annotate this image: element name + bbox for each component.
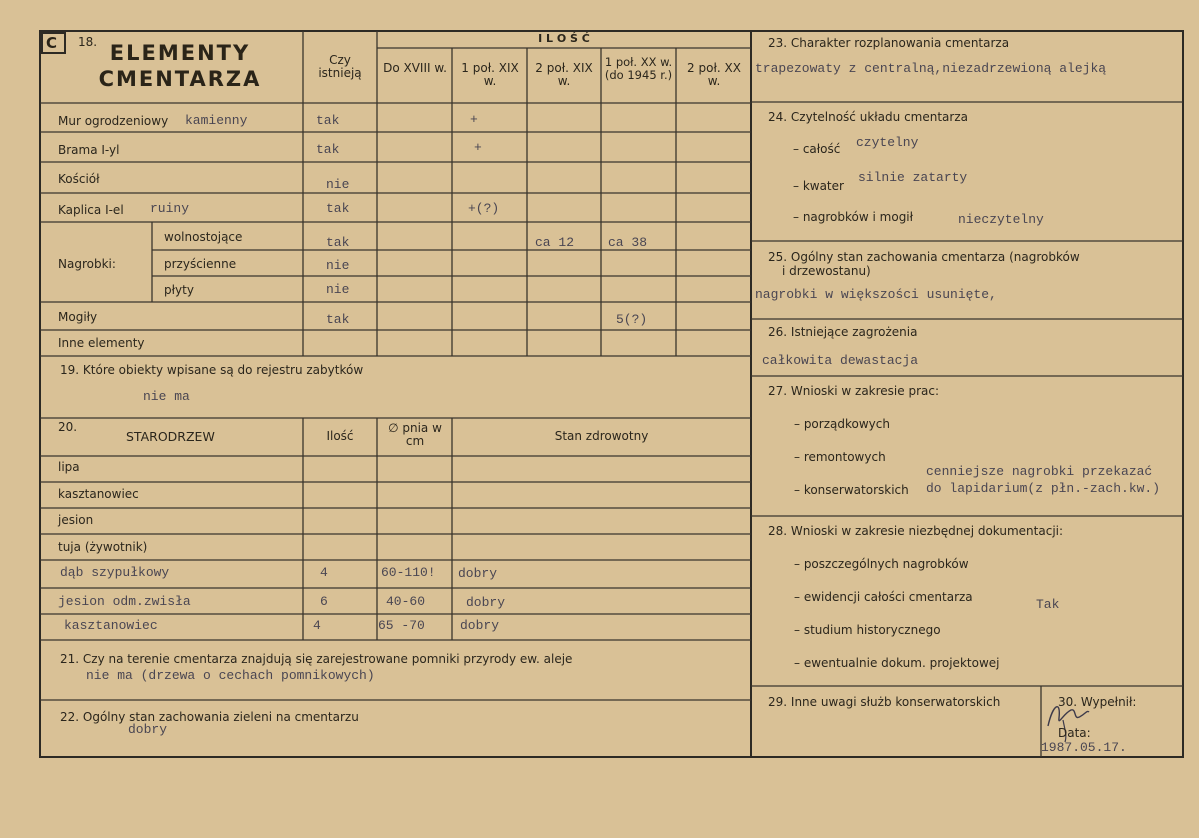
documentation-project: – ewentualnie dokum. projektowej (794, 656, 1000, 670)
documentation-graves: – poszczególnych nagrobków (794, 557, 969, 571)
row-chapel-p2: +(?) (468, 201, 500, 216)
row-wall-label: Mur ogrodzeniowy (58, 114, 169, 128)
condition-value: nagrobki w większości usunięte, (755, 287, 997, 302)
trees-number: 20. (58, 420, 78, 434)
tree-row-5-qty: 6 (320, 594, 328, 609)
documentation-label: 28. Wnioski w zakresie niezbędnej dokumentacji: (768, 524, 1064, 538)
elements-title (95, 40, 265, 92)
section-letter: C (46, 34, 58, 52)
row-free-p4: ca 38 (608, 235, 648, 250)
legibility-whole-label: – całość (793, 142, 841, 156)
trees-health-header: Stan zdrowotny (554, 429, 649, 443)
greenery-label: 22. Ogólny stan zachowania zieleni na cmentarzu (60, 710, 359, 724)
tree-row-4-name: dąb szypułkowy (60, 565, 170, 580)
period-header-0: Do XVIII w. (383, 61, 447, 75)
documentation-records-value: Tak (1036, 597, 1060, 612)
row-wallgraves-exists: nie (326, 258, 350, 273)
row-gate-exists: tak (316, 142, 340, 157)
works-conservation: – konserwatorskich (794, 483, 909, 497)
layout-label: 23. Charakter rozplanowania cmentarza (768, 36, 1010, 50)
documentation-history: – studium historycznego (794, 623, 941, 637)
registry-label: 19. Które obiekty wpisane są do rejestru zabytków (60, 363, 364, 377)
row-other-label: Inne elementy (58, 336, 145, 350)
threats-value: całkowita dewastacja (762, 353, 919, 368)
row-wall-material: kamienny (185, 113, 248, 128)
legibility-graves-value: nieczytelny (958, 212, 1044, 227)
remarks-label: 29. Inne uwagi służb konserwatorskich (768, 695, 1001, 709)
monuments-label: 21. Czy na terenie cmentarza znajdują się zarejestrowane pomniki przyrody ew. aleje (60, 652, 573, 666)
row-church-label: Kościół (58, 172, 100, 186)
documentation-records: – ewidencji całości cmentarza (794, 590, 973, 604)
trees-trunk-header: ∅ pnia w cm (388, 421, 442, 448)
filled-label: 30. Wypełnił: (1058, 695, 1137, 709)
row-wall-p2: + (470, 112, 478, 127)
elements-title-line1: ELEMENTY (109, 41, 251, 65)
works-label: 27. Wnioski w zakresie prac: (768, 384, 940, 398)
row-chapel-state: ruiny (150, 201, 190, 216)
tree-row-0-name: lipa (58, 460, 80, 474)
period-header-4: 2 poł. XX w. (687, 61, 741, 88)
tree-row-4-trunk: 60-110! (381, 565, 436, 580)
works-order: – porządkowych (794, 417, 890, 431)
tree-row-1-name: kasztanowiec (58, 487, 139, 501)
col-exists-header: Czy istnieją (318, 53, 362, 80)
tree-row-6-health: dobry (460, 618, 500, 633)
monuments-value: nie ma (drzewa o cechach pomnikowych) (86, 668, 375, 683)
row-gate-label: Brama I-yl (58, 143, 120, 157)
works-value-line2: do lapidarium(z płn.-zach.kw.) (926, 481, 1161, 496)
row-free-p3: ca 12 (535, 235, 575, 250)
row-slabs-exists: nie (326, 282, 350, 297)
registry-value: nie ma (143, 389, 190, 404)
condition-label-line1: 25. Ogólny stan zachowania cmentarza (nagrobków (768, 250, 1080, 264)
row-chapel-label: Kaplica I-el (58, 203, 124, 217)
filled-date-label: Data: (1058, 726, 1091, 740)
row-church-exists: nie (326, 177, 350, 192)
works-repair: – remontowych (794, 450, 886, 464)
elements-title-line2: CMENTARZA (98, 67, 262, 91)
legibility-label: 24. Czytelność układu cmentarza (768, 110, 968, 124)
row-chapel-exists: tak (326, 201, 350, 216)
condition-label-line2: i drzewostanu) (782, 264, 871, 278)
layout-value: trapezowaty z centralną,niezadrzewioną alejką (755, 61, 1107, 76)
quantity-header: I L O Ś Ć (538, 32, 590, 45)
greenery-value: dobry (128, 722, 168, 737)
trees-title: STARODRZEW (126, 429, 215, 444)
tree-row-4-qty: 4 (320, 565, 328, 580)
section-18-number: 18. (78, 35, 98, 49)
row-free-label: wolnostojące (164, 230, 243, 244)
row-mounds-p4: 5(?) (616, 312, 648, 327)
row-free-exists: tak (326, 235, 350, 250)
row-gate-p2: + (474, 140, 482, 155)
period-header-2: 2 poł. XIX w. (535, 61, 593, 88)
tree-row-6-qty: 4 (313, 618, 321, 633)
tree-row-6-trunk: 65 -70 (378, 618, 425, 633)
filled-date-value: 1987.05.17. (1041, 740, 1127, 755)
legibility-graves-label: – nagrobków i mogił (793, 210, 914, 224)
trees-qty-header: Ilość (326, 429, 354, 443)
legibility-quarters-value: silnie zatarty (858, 170, 968, 185)
tree-row-5-health: dobry (466, 595, 506, 610)
row-slabs-label: płyty (164, 283, 194, 297)
tree-row-3-name: tuja (żywotnik) (58, 540, 148, 554)
period-header-3: 1 poł. XX w. (do 1945 r.) (604, 55, 673, 82)
tree-row-2-name: jesion (58, 513, 94, 527)
row-wallgraves-label: przyścienne (164, 257, 237, 271)
tree-row-5-trunk: 40-60 (386, 594, 426, 609)
row-wall-exists: tak (316, 113, 340, 128)
tree-row-4-health: dobry (458, 566, 498, 581)
period-header-1: 1 poł. XIX w. (461, 61, 519, 88)
row-graves-label: Nagrobki: (58, 257, 116, 271)
legibility-whole-value: czytelny (856, 135, 919, 150)
tree-row-6-name: kasztanowiec (64, 618, 158, 633)
row-mounds-label: Mogiły (58, 310, 98, 324)
works-value-line1: cenniejsze nagrobki przekazać (926, 464, 1153, 479)
threats-label: 26. Istniejące zagrożenia (768, 325, 918, 339)
tree-row-5-name: jesion odm.zwisła (58, 594, 191, 609)
row-mounds-exists: tak (326, 312, 350, 327)
legibility-quarters-label: – kwater (793, 179, 844, 193)
